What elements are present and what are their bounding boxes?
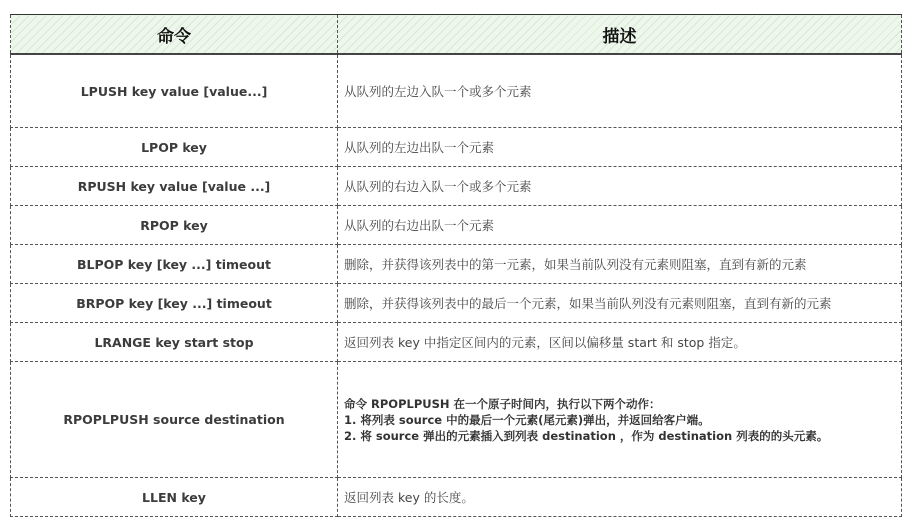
table-row	[11, 54, 902, 128]
table-row	[11, 284, 902, 323]
description-cell: 从队列的右边入队一个或多个元素	[338, 167, 902, 206]
description-cell: 删除，并获得该列表中的第一元素，如果当前队列没有元素则阻塞，直到有新的元素	[338, 245, 902, 284]
command-cell: LPOP key	[11, 128, 338, 167]
command-table	[10, 14, 902, 517]
header-command: 命令	[11, 15, 338, 55]
description-cell: 从队列的左边入队一个或多个元素	[338, 54, 902, 128]
description-cell	[338, 362, 902, 478]
table-row	[11, 128, 902, 167]
command-cell: BLPOP key [key ...] timeout	[11, 245, 338, 284]
command-cell: BRPOP key [key ...] timeout	[11, 284, 338, 323]
table-row	[11, 323, 902, 362]
table-row	[11, 167, 902, 206]
table-row	[11, 362, 902, 478]
description-cell: 返回列表 key 的长度。	[338, 478, 902, 517]
table-row	[11, 206, 902, 245]
description-cell: 从队列的右边出队一个元素	[338, 206, 902, 245]
command-cell: RPOPLPUSH source destination	[11, 362, 338, 478]
command-table-container	[10, 14, 901, 517]
command-cell: LRANGE key start stop	[11, 323, 338, 362]
description-line: 1. 将列表 source 中的最后一个元素(尾元素)弹出，并返回给客户端。	[344, 412, 710, 427]
command-cell: RPUSH key value [value ...]	[11, 167, 338, 206]
description-cell: 返回列表 key 中指定区间内的元素，区间以偏移量 start 和 stop 指定。	[338, 323, 902, 362]
table-row	[11, 478, 902, 517]
header-description: 描述	[338, 15, 902, 55]
description-line: 命令 RPOPLPUSH 在一个原子时间内，执行以下两个动作：	[344, 396, 661, 411]
table-header-row	[11, 15, 902, 55]
command-cell: LPUSH key value [value...]	[11, 54, 338, 128]
command-cell: LLEN key	[11, 478, 338, 517]
command-cell: RPOP key	[11, 206, 338, 245]
description-line: 2. 将 source 弹出的元素插入到列表 destination ，作为 destination 列表的的头元素。	[344, 428, 829, 443]
description-cell: 删除，并获得该列表中的最后一个元素，如果当前队列没有元素则阻塞，直到有新的元素	[338, 284, 902, 323]
description-cell: 从队列的左边出队一个元素	[338, 128, 902, 167]
table-row	[11, 245, 902, 284]
